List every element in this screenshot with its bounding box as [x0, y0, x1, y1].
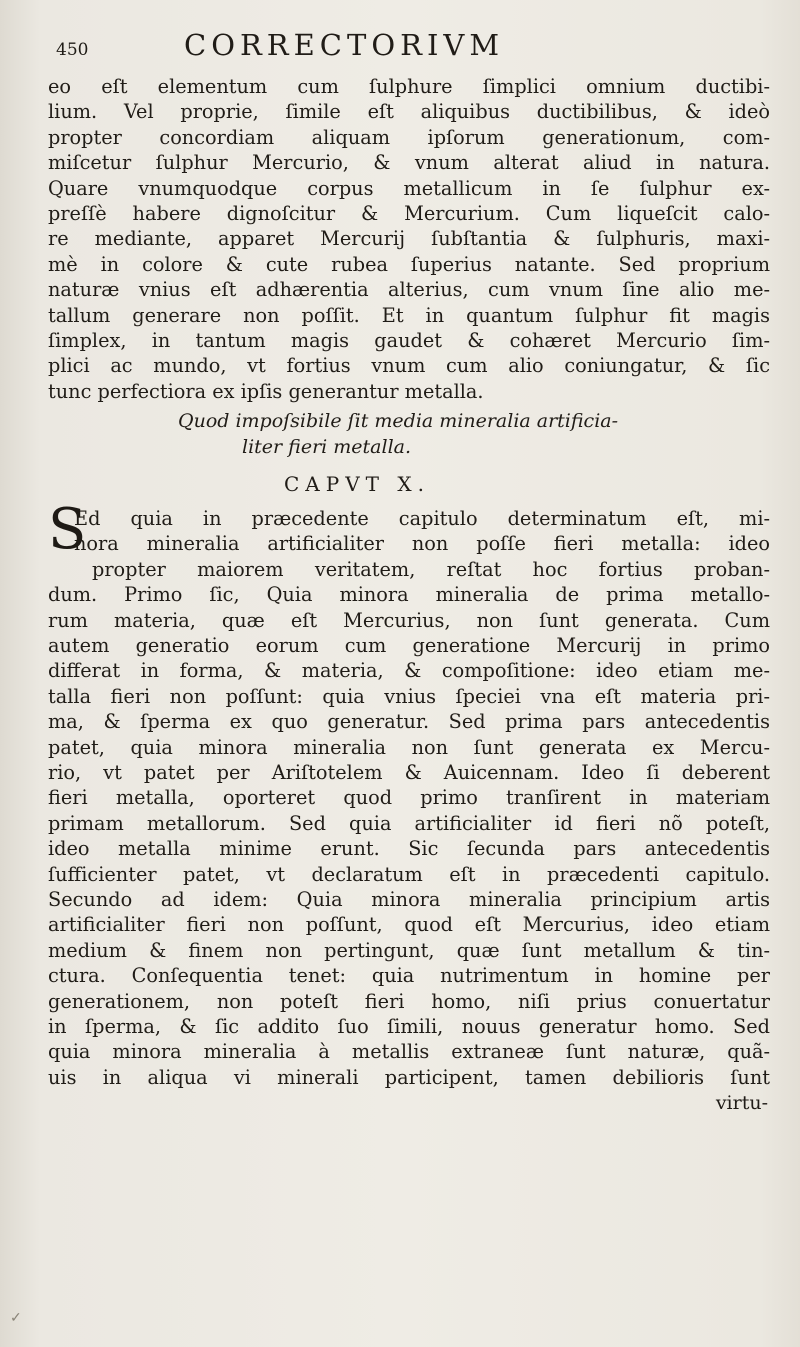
- paragraph-1: [48, 74, 770, 404]
- running-title: CORRECTORIVM: [184, 28, 505, 62]
- heading-line-1: Quod impoſsibile ſit media mineralia artificia-: [178, 410, 619, 433]
- text-line: Ed quia in præcedente capitulo determinatum eſt, mi-: [74, 507, 770, 531]
- text-line: lium. Vel proprie, ſimile eſt aliquibus ductibilibus, & ideò: [48, 100, 770, 124]
- text-line: tallum generare non poſſit. Et in quantum ſulphur fit magis: [48, 303, 770, 327]
- text-line: nora mineralia artificialiter non poſſe fieri metalla: ideo: [74, 532, 770, 556]
- paragraph-2: [48, 497, 770, 1090]
- text-line: dum. Primo ſic, Quia minora mineralia de prima metallo-: [48, 583, 770, 607]
- text-line: tunc perfectiora ex ipſis generantur metalla.: [48, 379, 484, 403]
- text-line: patet, quia minora mineralia non ſunt generata ex Mercu-: [48, 735, 770, 759]
- text-line: in ſperma, & ſic addito ſuo ſimili, nouus generatur homo. Sed: [48, 1014, 770, 1038]
- text-line: differat in forma, & materia, & compoſitione: ideo etiam me-: [48, 659, 770, 683]
- chapter-label: CAPVT X.: [284, 472, 430, 497]
- text-line: uis in aliqua vi minerali participent, tamen debilioris ſunt: [48, 1065, 770, 1089]
- page-header: [48, 28, 770, 68]
- text-line: propter maiorem veritatem, reſtat hoc fortius proban-: [92, 557, 770, 581]
- text-line: plici ac mundo, vt fortius vnum cum alio coniungatur, & ſic: [48, 354, 770, 378]
- text-line: talla fieri non poſſunt: quia vnius ſpeciei vna eſt materia pri-: [48, 684, 770, 708]
- text-line: rum materia, quæ eſt Mercurius, non ſunt generata. Cum: [48, 608, 770, 632]
- text-line: preſſè habere dignoſcitur & Mercurium. Cum liqueſcit calo-: [48, 201, 770, 225]
- text-line: primam metallorum. Sed quia artificialiter id fieri nõ poteſt,: [48, 811, 770, 835]
- heading-line-2: liter fieri metalla.: [242, 436, 412, 459]
- text-line: mè in colore & cute rubea ſuperius natante. Sed proprium: [48, 252, 770, 276]
- text-line: artificialiter fieri non poſſunt, quod eſt Mercurius, ideo etiam: [48, 913, 770, 937]
- text-line: Quare vnumquodque corpus metallicum in ſe ſulphur ex-: [48, 176, 770, 200]
- chapter-heading: [48, 408, 770, 460]
- text-line: naturæ vnius eſt adhærentia alterius, cum vnum ſine alio me-: [48, 278, 770, 302]
- drop-cap: S: [48, 497, 87, 563]
- text-line: Secundo ad idem: Quia minora mineralia principium artis: [48, 887, 770, 911]
- text-line: ſimplex, in tantum magis gaudet & cohæret Mercurio ſim-: [48, 328, 770, 352]
- page-number: 450: [56, 40, 89, 60]
- text-line: re mediante, apparet Mercurij ſubſtantia & ſulphuris, maxi-: [48, 227, 770, 251]
- text-line: ctura. Conſequentia tenet: quia nutrimentum in homine per: [48, 964, 770, 988]
- text-line: ſufficienter patet, vt declaratum eſt in præcedenti capitulo.: [48, 862, 770, 886]
- text-line: propter concordiam aliquam ipſorum generationum, com-: [48, 125, 770, 149]
- text-line: medium & finem non pertingunt, quæ ſunt metallum & tin-: [48, 938, 770, 962]
- text-line: fieri metalla, oporteret quod primo tranſirent in materiam: [48, 786, 770, 810]
- text-line: miſcetur ſulphur Mercurio, & vnum alterat aliud in natura.: [48, 151, 770, 175]
- text-line: ma, & ſperma ex quo generatur. Sed prima pars antecedentis: [48, 710, 770, 734]
- catchword: virtu-: [715, 1092, 768, 1115]
- text-line: quia minora mineralia à metallis extraneæ ſunt naturæ, quã-: [48, 1040, 770, 1064]
- page-content: [48, 28, 770, 1114]
- text-line: generationem, non poteſt fieri homo, niſi prius conuertatur: [48, 989, 770, 1013]
- text-line: eo eſt elementum cum ſulphure ſimplici omnium ductibi-: [48, 75, 770, 98]
- margin-scratch-mark: ✓: [10, 1310, 22, 1326]
- text-line: autem generatio eorum cum generatione Mercurij in primo: [48, 634, 770, 658]
- text-line: rio, vt patet per Ariſtotelem & Auicennam. Ideo ſi deberent: [48, 760, 770, 784]
- text-line: ideo metalla minime erunt. Sic ſecunda pars antecedentis: [48, 837, 770, 861]
